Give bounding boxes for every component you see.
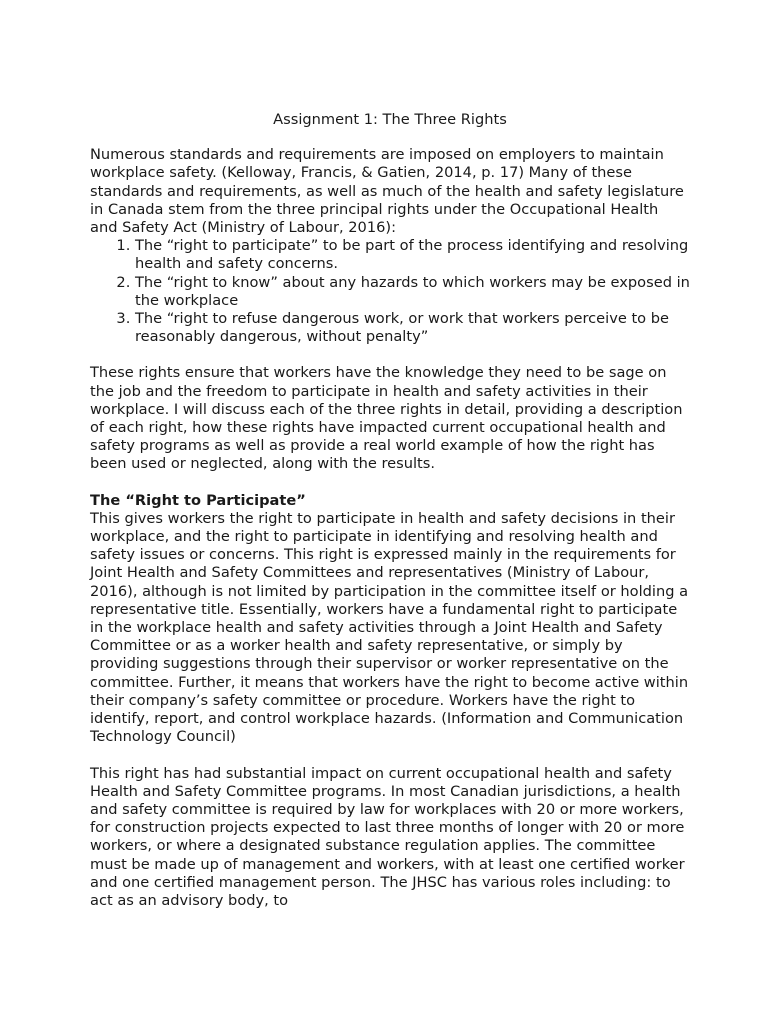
section-heading: The “Right to Participate”	[90, 491, 306, 509]
document-title: Assignment 1: The Three Rights	[273, 111, 507, 128]
section-body-paragraph: This gives workers the right to participate in health and safety decisions in their workplace, and the right to participate in identifying and resolving health and safety issues or concerns. This right is expressed mainly in the requirements for Joint Health and Safety Committees and representatives (Ministry of Labour, 2016), although is not limited by participation in the committee itself or holding a representative title. Essentially, workers have a fundamental right to participate in the workplace health and safety activities through a Joint Health and Safety Committee or as a worker health and safety representative, or simply by providing suggestions through their supervisor or worker representative on the committee. Further, it means that workers have the right to become active within their company’s safety committee or procedure. Workers have the right to identify, report, and control workplace hazards. (Information and Communication Technology Council)	[90, 509, 689, 746]
list-item: 2. The “right to know” about any hazards to which workers may be exposed in the workplace	[135, 274, 690, 310]
paragraph-spacer	[90, 346, 690, 364]
list-item: 1. The “right to participate” to be part of the process identifying and resolving health and safety concerns.	[135, 237, 690, 273]
impact-paragraph: This right has had substantial impact on current occupational health and safety Health and Safety Committee programs. In most Canadian jurisdictions, a health and safety committee is required by law for workplaces with 20 or more workers, for construction projects expected to last three months of longer with 20 or more workers, or where a designated substance regulation applies. The committee must be made up of management and workers, with at least one certified worker and one certified management person. The JHSC has various roles including: to act as an advisory body, to	[90, 764, 685, 909]
paragraph-spacer	[90, 474, 690, 492]
document-page	[90, 111, 690, 910]
rights-list	[90, 237, 690, 346]
intro-paragraph: Numerous standards and requirements are imposed on employers to maintain workplace safety. (Kelloway, Francis, & Gatien, 2014, p. 17) Many of these standards and requirements, as well as much of the health and safety legislature in Canada stem from the three principal rights under the Occupational Health and Safety Act (Ministry of Labour, 2016):	[90, 146, 684, 237]
list-item: 3. The “right to refuse dangerous work, or work that workers perceive to be reasonably dangerous, without penalty”	[135, 310, 690, 346]
paragraph-spacer	[90, 747, 690, 765]
rights-purpose-paragraph: These rights ensure that workers have the knowledge they need to be sage on the job and the freedom to participate in health and safety activities in their workplace. I will discuss each of the three rights in detail, providing a description of each right, how these rights have impacted current occupational health and safety programs as well as provide a real world example of how the right has been used or neglected, along with the results.	[90, 364, 683, 473]
